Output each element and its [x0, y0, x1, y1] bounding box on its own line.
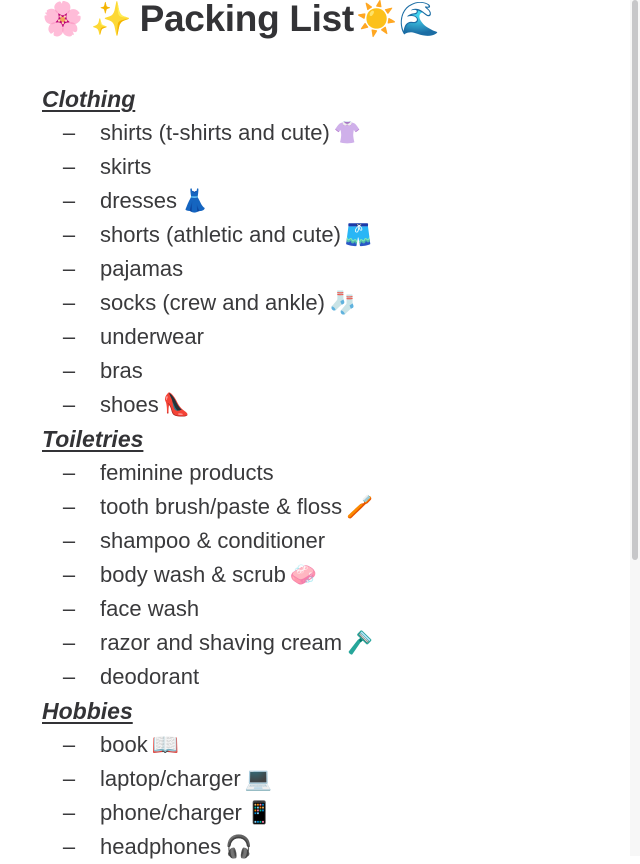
list-item-text: shorts (athletic and cute) — [100, 222, 341, 247]
dash-bullet: – — [62, 120, 76, 145]
list-item[interactable] — [0, 218, 628, 252]
list-item[interactable] — [0, 796, 628, 830]
list-item[interactable] — [0, 184, 628, 218]
list-item[interactable] — [0, 830, 628, 864]
list-item[interactable] — [0, 456, 628, 490]
list-item-text: shampoo & conditioner — [100, 528, 326, 553]
list-item[interactable] — [0, 626, 628, 660]
dash-bullet: – — [62, 222, 76, 247]
dash-bullet: – — [62, 154, 76, 179]
list-item-text: skirts — [100, 154, 152, 179]
dash-bullet: – — [62, 596, 76, 621]
list-item[interactable] — [0, 320, 628, 354]
list-item-text: underwear — [100, 324, 204, 349]
list-item[interactable] — [0, 524, 628, 558]
list-item-label — [100, 796, 273, 830]
list-item-label — [100, 320, 204, 354]
dash-bullet: – — [62, 392, 76, 417]
list-item-label — [100, 150, 151, 184]
toothbrush-icon: 🪥 — [346, 494, 374, 519]
dash-bullet: – — [62, 528, 76, 553]
list-item-label — [100, 184, 208, 218]
cherry-blossom-icon: 🌸 — [42, 0, 83, 37]
dash-bullet: – — [62, 664, 76, 689]
list-item-label — [100, 286, 356, 320]
soap-icon: 🧼 — [289, 562, 318, 587]
list-item-label — [100, 728, 179, 762]
shorts-icon: 🩳 — [344, 222, 373, 247]
phone-icon: 📱 — [245, 800, 274, 825]
dash-bullet: – — [62, 494, 76, 519]
list-item[interactable] — [0, 354, 628, 388]
list-item-label — [100, 354, 143, 388]
list-item[interactable] — [0, 116, 628, 150]
list-item-label — [100, 388, 190, 422]
list-item[interactable] — [0, 728, 628, 762]
list-item-label — [100, 830, 253, 864]
list-item[interactable] — [0, 592, 628, 626]
scrollbar-thumb[interactable] — [632, 0, 638, 560]
list-item[interactable] — [0, 490, 628, 524]
list-item-label — [100, 218, 372, 252]
list-item-label — [100, 456, 274, 490]
sparkles-icon: ✨ — [90, 0, 132, 37]
list-item-text: feminine products — [100, 460, 274, 485]
page-title-text: Packing List — [139, 0, 354, 39]
dash-bullet: – — [62, 256, 76, 281]
dash-bullet: – — [62, 732, 76, 757]
list-item-text: book — [100, 732, 148, 757]
dash-bullet: – — [62, 630, 76, 655]
list-item-text: socks (crew and ankle) — [100, 290, 325, 315]
list-item-label — [100, 116, 361, 150]
list-item[interactable] — [0, 762, 628, 796]
wave-icon: 🌊 — [398, 0, 440, 37]
list-item-label — [100, 660, 199, 694]
blouse-icon: 👚 — [333, 120, 362, 145]
list-item[interactable] — [0, 388, 628, 422]
list-item-text: laptop/charger — [100, 766, 241, 791]
list-item[interactable] — [0, 286, 628, 320]
list-item[interactable] — [0, 150, 628, 184]
dash-bullet: – — [62, 562, 76, 587]
book-icon: 📖 — [151, 732, 180, 757]
list-item-text: deodorant — [100, 664, 200, 689]
list-item-label — [100, 762, 272, 796]
dash-bullet: – — [62, 800, 76, 825]
section-heading-toiletries: Toiletries — [42, 426, 144, 452]
list-item-text: dresses — [100, 188, 178, 213]
packing-list — [0, 82, 628, 864]
laptop-icon: 💻 — [244, 766, 273, 791]
list-item[interactable] — [0, 660, 628, 694]
headphones-icon: 🎧 — [225, 834, 253, 859]
dash-bullet: – — [62, 358, 76, 383]
list-item-text: bras — [100, 358, 143, 383]
list-item-text: body wash & scrub — [100, 562, 286, 587]
list-item-text: face wash — [100, 596, 200, 621]
dress-icon: 👗 — [181, 188, 209, 213]
list-item-label — [100, 524, 325, 558]
list-item-label — [100, 626, 374, 660]
razor-icon: 🪒 — [346, 630, 374, 655]
dash-bullet: – — [62, 766, 76, 791]
dash-bullet: – — [62, 460, 76, 485]
section-heading-clothing: Clothing — [42, 86, 136, 112]
list-item-text: razor and shaving cream — [100, 630, 343, 655]
list-item-text: shoes — [100, 392, 159, 417]
sun-icon: ☀️ — [355, 0, 397, 37]
dash-bullet: – — [62, 834, 76, 859]
high-heel-icon: 👠 — [162, 392, 191, 417]
list-item-text: shirts (t-shirts and cute) — [100, 120, 330, 145]
list-item-label — [100, 252, 183, 286]
list-item[interactable] — [0, 252, 628, 286]
list-item-label — [100, 592, 199, 626]
dash-bullet: – — [62, 324, 76, 349]
socks-icon: 🧦 — [328, 290, 357, 315]
list-item-label — [100, 558, 317, 592]
section-heading-hobbies: Hobbies — [42, 698, 133, 724]
dash-bullet: – — [62, 290, 76, 315]
list-item[interactable] — [0, 558, 628, 592]
page-title — [42, 0, 440, 44]
list-item-text: phone/charger — [100, 800, 242, 825]
list-item-text: headphones — [100, 834, 222, 859]
list-item-text: pajamas — [100, 256, 184, 281]
dash-bullet: – — [62, 188, 76, 213]
list-item-text: tooth brush/paste & floss — [100, 494, 343, 519]
list-item-label — [100, 490, 374, 524]
